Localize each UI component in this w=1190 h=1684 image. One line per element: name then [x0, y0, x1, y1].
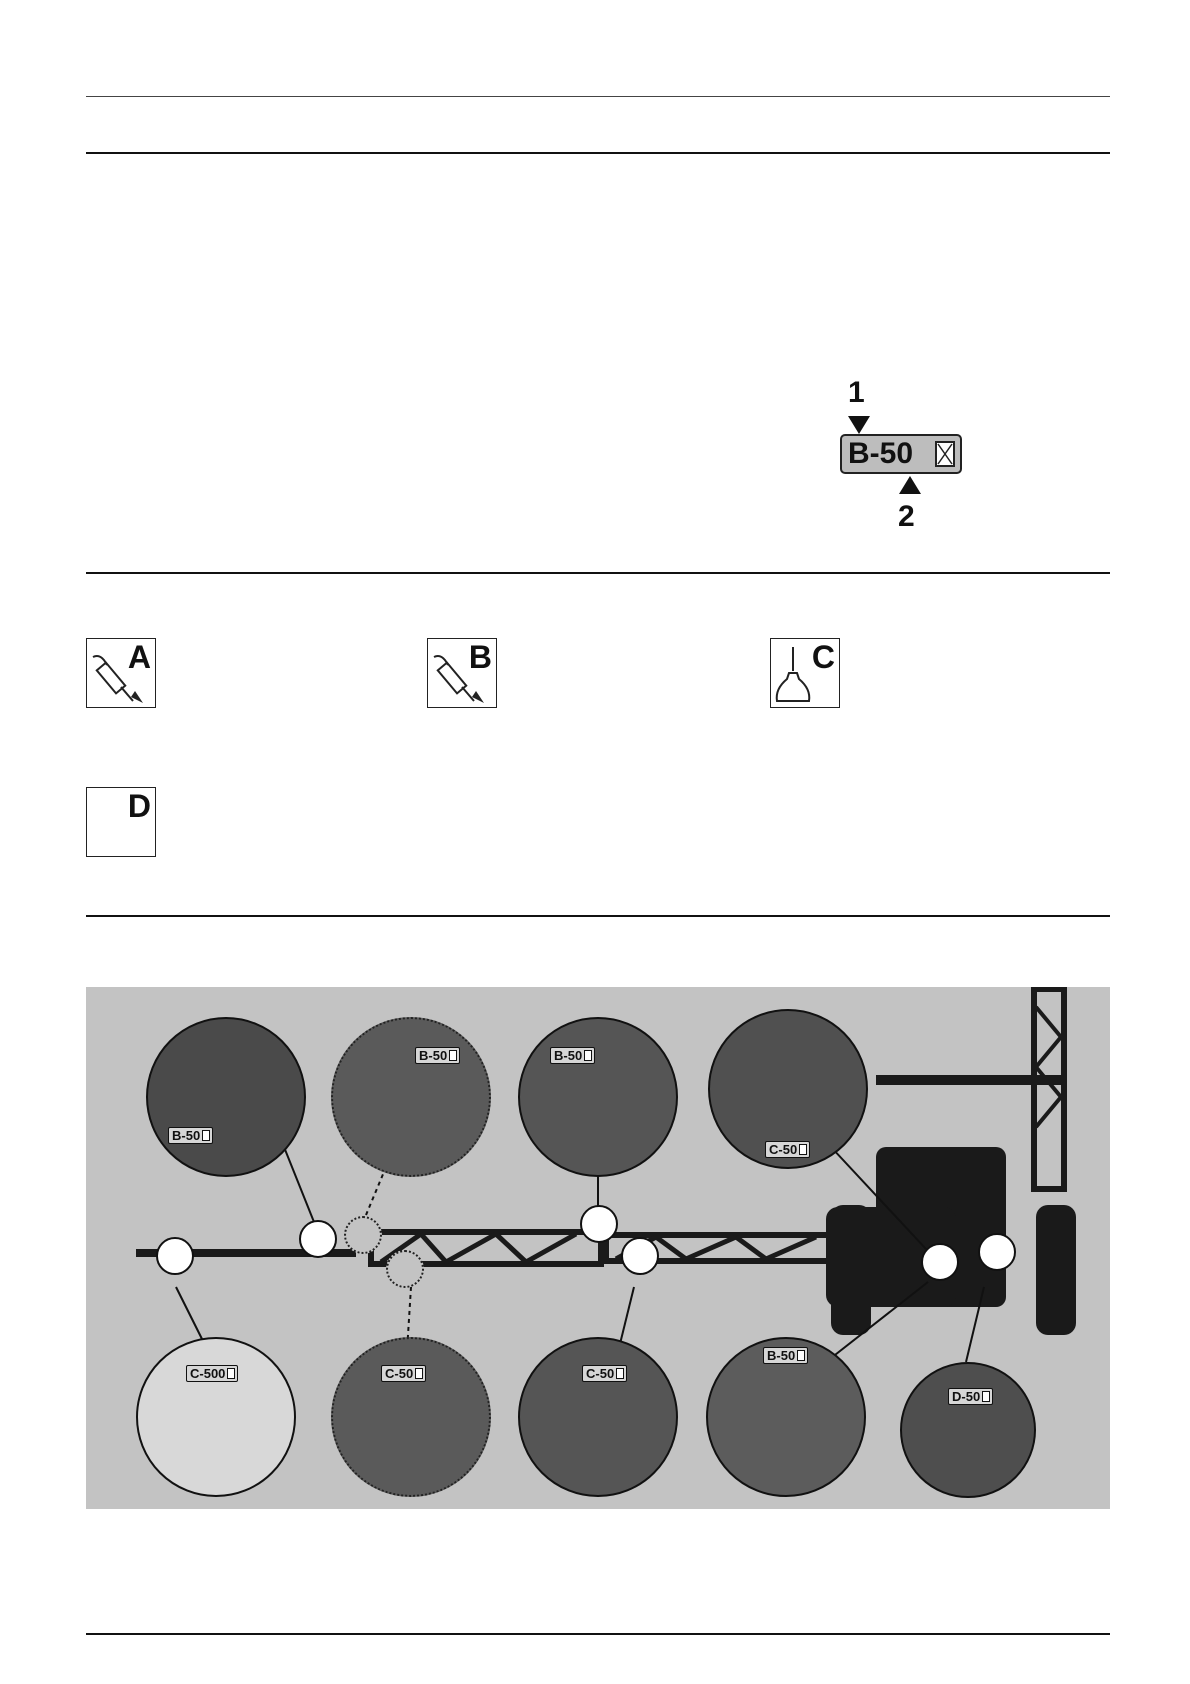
- detail-bottom-2: [331, 1337, 491, 1497]
- lubricant-b-box: [427, 638, 497, 708]
- hourglass-icon: [449, 1050, 457, 1061]
- header-rule: [86, 96, 1110, 97]
- legend-number-1: 1: [848, 376, 865, 409]
- lubricant-d-box: [86, 787, 156, 857]
- detail-top-4: [708, 1009, 868, 1169]
- hourglass-icon: [415, 1368, 423, 1379]
- hourglass-icon: [202, 1130, 210, 1141]
- detail-top-3: [518, 1017, 678, 1177]
- section-rule: [86, 572, 1110, 574]
- detail-top-2: [331, 1017, 491, 1177]
- hourglass-icon: [584, 1050, 592, 1061]
- lube-tag: B-50: [415, 1047, 460, 1064]
- lube-tag: C-500: [186, 1365, 238, 1382]
- location-marker: [156, 1237, 194, 1275]
- lubricant-letter: A: [127, 639, 151, 675]
- detail-bottom-1: [136, 1337, 296, 1497]
- lube-tag: C-50: [582, 1365, 627, 1382]
- location-marker: [580, 1205, 618, 1243]
- lube-tag: C-50: [765, 1141, 810, 1158]
- section-rule: [86, 152, 1110, 154]
- lube-tag: B-50: [168, 1127, 213, 1144]
- lubricant-a-box: [86, 638, 156, 708]
- hourglass-icon: [797, 1350, 805, 1361]
- detail-top-1: [146, 1017, 306, 1177]
- location-marker: [621, 1237, 659, 1275]
- lubrication-points-diagram: [86, 987, 1110, 1509]
- detail-bottom-4: [706, 1337, 866, 1497]
- legend-number-2: 2: [898, 500, 915, 533]
- lubricant-c-box: [770, 638, 840, 708]
- hourglass-icon: [616, 1368, 624, 1379]
- location-marker-hidden: [386, 1250, 424, 1288]
- location-marker: [299, 1220, 337, 1258]
- lubrication-label: [840, 434, 962, 474]
- lubricant-letter: C: [811, 639, 835, 675]
- lubricant-letter: D: [127, 788, 151, 824]
- hourglass-icon: [982, 1391, 990, 1402]
- lube-tag: D-50: [948, 1388, 993, 1405]
- location-marker-hidden: [344, 1216, 382, 1254]
- lube-tag: B-50: [550, 1047, 595, 1064]
- detail-bottom-5: [900, 1362, 1036, 1498]
- arrow-down-icon: [848, 416, 870, 434]
- hourglass-icon: [227, 1368, 235, 1379]
- location-marker: [978, 1233, 1016, 1271]
- hourglass-icon: [935, 441, 955, 467]
- detail-bottom-3: [518, 1337, 678, 1497]
- arrow-up-icon: [899, 476, 921, 494]
- lubricant-letter: B: [468, 639, 492, 675]
- footer-rule: [86, 1633, 1110, 1635]
- location-marker: [921, 1243, 959, 1281]
- lube-tag: B-50: [763, 1347, 808, 1364]
- section-rule: [86, 915, 1110, 917]
- label-code: B-50: [848, 437, 914, 470]
- lube-tag: C-50: [381, 1365, 426, 1382]
- hourglass-icon: [799, 1144, 807, 1155]
